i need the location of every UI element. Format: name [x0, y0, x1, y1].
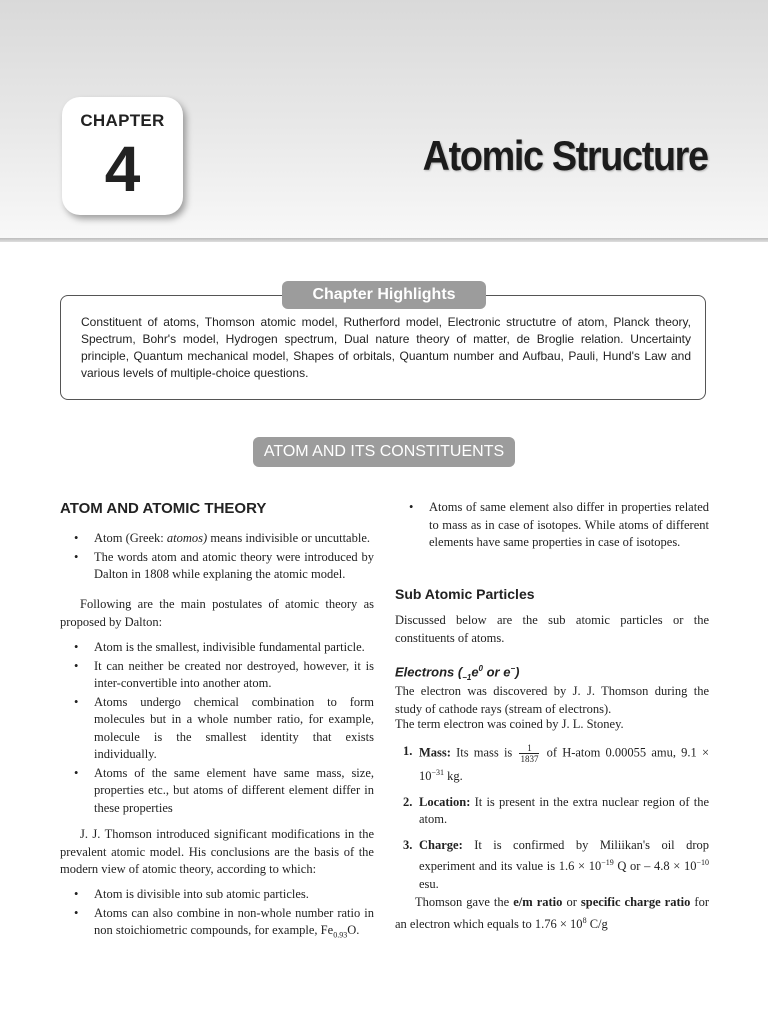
list-item: [60, 905, 374, 945]
electron-properties-list: [395, 743, 709, 901]
bullet-text-pre: Atoms can also combine in non-whole number ratio in non stoichiometric compounds, for example, Fe: [94, 905, 374, 937]
highlights-title: Chapter Highlights: [282, 281, 486, 309]
bold-term: specific charge ratio: [580, 895, 691, 909]
heading-text-pre: Electrons (: [395, 664, 463, 680]
list-item: [395, 743, 709, 786]
electron-discovery-paragraph: The electron was discovered by J. J. Thomson during the study of cathode rays (stream of electrons).: [395, 684, 709, 716]
sub-atomic-paragraph: Discussed below are the sub atomic particles or the constituents of atoms.: [395, 613, 709, 645]
section-banner: ATOM AND ITS CONSTITUENTS: [253, 437, 515, 467]
item-text-post: esu.: [419, 876, 439, 891]
dalton-postulates-list: [60, 639, 374, 818]
heading-text-post: ): [515, 664, 520, 680]
list-item: • The words atom and atomic theory were introduced by Dalton in 1808 while explaning the atomic model.: [60, 549, 374, 584]
header-divider: [0, 238, 768, 242]
item-text-pre: Its mass is: [450, 745, 518, 760]
em-ratio-paragraph: [395, 894, 709, 933]
item-text: It is present in the extra nuclear region of the atom.: [419, 794, 709, 827]
dalton-intro-paragraph: Following are the main postulates of atomic theory as proposed by Dalton:: [60, 597, 374, 629]
list-item: [60, 530, 374, 548]
fraction: [519, 743, 539, 764]
chapter-label: CHAPTER: [80, 111, 165, 130]
item-number: 2.: [403, 794, 413, 809]
superscript: 0: [478, 664, 483, 673]
list-item: • Atoms of the same element have same mass, size, properties etc., but atoms of different element differ in these properties: [60, 765, 374, 818]
chapter-number: 4: [104, 133, 141, 205]
subscript: 0.93: [333, 930, 348, 940]
para-text-end: C/g: [586, 916, 608, 931]
superscript: −19: [601, 858, 614, 868]
intro-bullet-list: [60, 530, 374, 585]
item-text-post: kg.: [444, 769, 463, 784]
list-item: [395, 794, 709, 829]
sub-atomic-heading: Sub Atomic Particles: [395, 586, 535, 602]
para-text-mid: or: [562, 895, 581, 909]
isotope-bullet-list: [395, 499, 709, 553]
heading-text-or: or e: [483, 664, 511, 680]
list-item: [395, 837, 709, 894]
item-number: 1.: [403, 744, 413, 758]
list-item: • It can neither be created nor destroyed, however, it is inter-convertible into another atom.: [60, 658, 374, 693]
electron-term-paragraph: The term electron was coined by J. L. Stoney.: [395, 717, 624, 731]
para-text-pre: Thomson gave the: [415, 895, 514, 909]
list-item: • Atoms of same element also differ in properties related to mass as in case of isotopes. While atoms of different elements have same properties in case of isotopes.: [395, 499, 709, 552]
superscript: −31: [431, 768, 445, 777]
bullet-text-pre: Atom (Greek:: [94, 531, 167, 545]
para-text-post: for an electron which equals to 1.76 × 10: [395, 895, 709, 931]
item-text-mid: Q or – 4.8 × 10: [613, 859, 697, 874]
heading-e: e: [471, 664, 479, 680]
superscript: −10: [696, 858, 709, 868]
chapter-title: Atomic Structure: [422, 132, 708, 179]
bold-term: e/m ratio: [513, 895, 563, 909]
fraction-denominator: 1837: [520, 754, 539, 764]
item-number: 3.: [403, 837, 413, 852]
chapter-badge: [62, 97, 183, 215]
bullet-text-post: means indivisible or uncuttable.: [207, 531, 370, 545]
section-heading: ATOM AND ATOMIC THEORY: [60, 500, 267, 517]
item-label: Charge:: [419, 837, 463, 852]
list-item: • Atom is the smallest, indivisible fundamental particle.: [60, 639, 374, 657]
item-label: Location:: [419, 794, 471, 809]
superscript: 8: [582, 915, 587, 925]
superscript: −: [510, 664, 516, 673]
subscript: −1: [462, 672, 472, 682]
item-label: Mass:: [419, 745, 451, 760]
bullet-text-emphasis: atomos): [166, 531, 208, 545]
list-item: • Atom is divisible into sub atomic particles.: [60, 886, 374, 904]
item-text-mid: of H-atom 0.00055 amu, 9.1 × 10: [419, 745, 709, 784]
thomson-paragraph: J. J. Thomson introduced significant modifications in the prevalent atomic model. His conclusions are the basis of the modern view of atomic theory, according to which:: [60, 827, 374, 876]
highlights-text: Constituent of atoms, Thomson atomic model, Rutherford model, Electronic structutre of atom, Planck theory, Spectrum, Bohr's model, Hydrogen spectrum, Dual nature theory of matter, de Broglie relation. Uncertainty principle, Quantum mechanical model, Shapes of orbitals, Quantum number and Aufbau, Pauli, Hund's Law and various levels of multiple-choice questions.: [81, 315, 691, 380]
item-text-pre: It is confirmed by Miliikan's oil drop experiment and its value is 1.6 × 10: [419, 837, 709, 874]
fraction-numerator: 1: [519, 743, 539, 754]
list-item: • Atoms undergo chemical combination to form molecules but in a whole number ratio, for example, molecule is the smallest identity that exists individually.: [60, 694, 374, 764]
thomson-conclusions-list: [60, 886, 374, 945]
bullet-text-post: O.: [347, 923, 360, 937]
